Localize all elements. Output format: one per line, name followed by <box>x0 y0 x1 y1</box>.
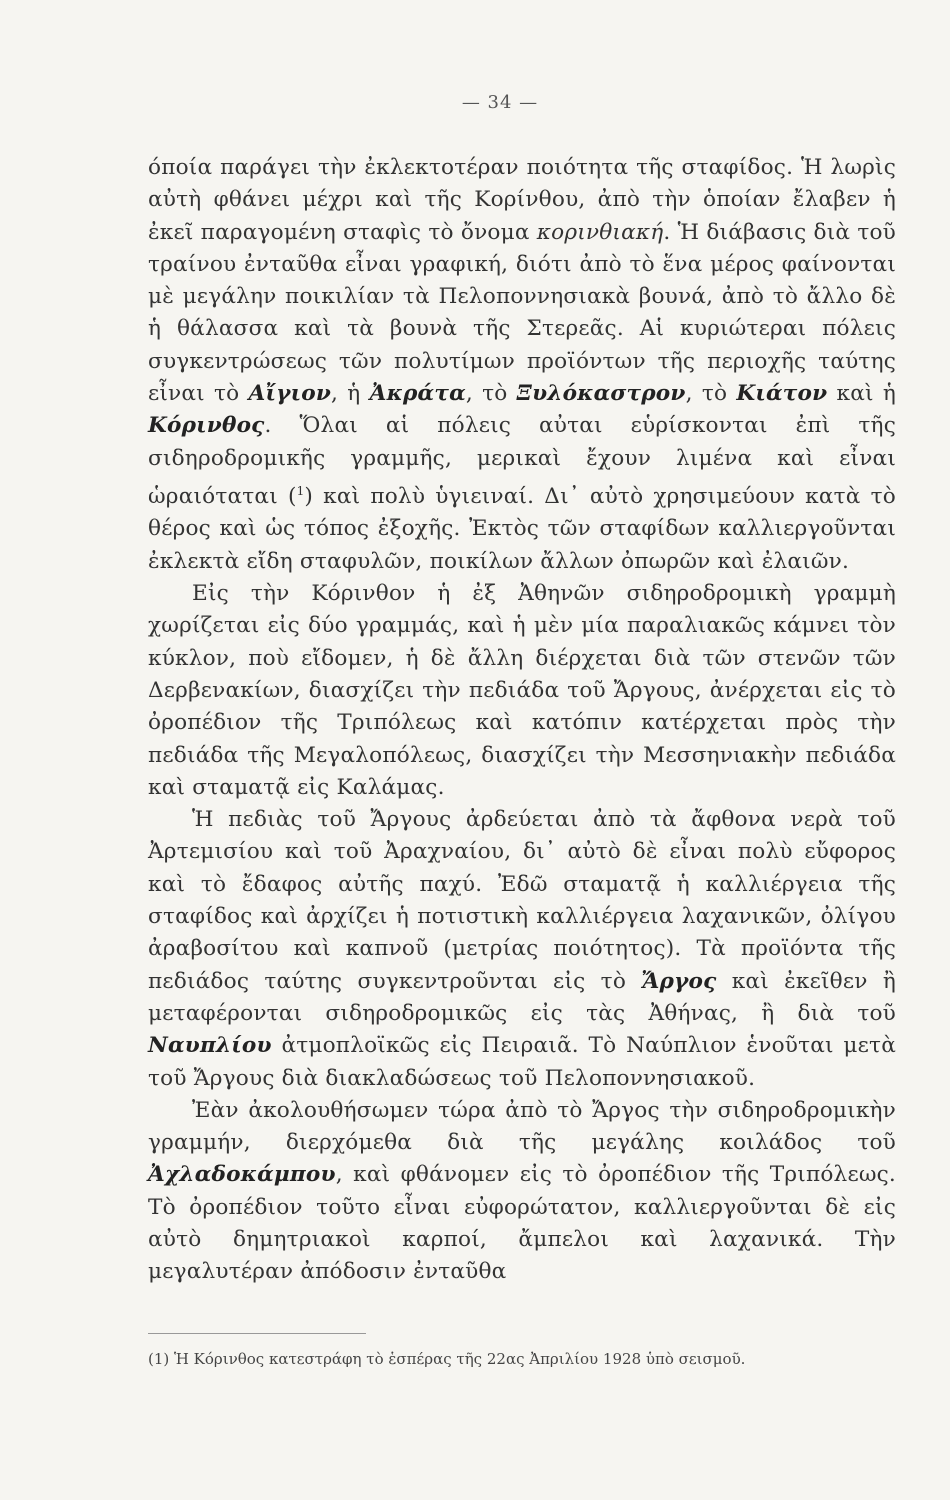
italic-term: κορινθιακή <box>536 219 664 245</box>
place-name: Ναυπλίου <box>148 1033 272 1059</box>
paragraph-1 <box>148 152 896 578</box>
paragraph-4 <box>148 1095 896 1289</box>
text-run: , καὶ φθάνομεν εἰς τὸ ὀροπέδιον τῆς Τριπόλεως. Τὸ ὀροπέδιον τοῦτο εἶναι εὐφορώτατον, καλλιεργοῦνται δὲ εἰς αὐτὸ δημητριακοὶ καρποί, ἄμπελοι καὶ λαχανικά. Τὴν μεγαλυτέραν ἀπόδοσιν ἐνταῦθα <box>148 1162 896 1285</box>
place-name: Ἀχλαδοκάμπου <box>148 1162 336 1188</box>
paragraph-2: Εἰς τὴν Κόρινθον ἡ ἐξ Ἀθηνῶν σιδηροδρομικὴ γραμμὴ χωρίζεται εἰς δύο γραμμάς, καὶ ἡ μὲν μία παραλιακῶς κάμνει τὸν κύκλον, ποὺ εἴδομεν, ἡ δὲ ἄλλη διέρχεται διὰ τῶν στενῶν τῶν Δερβενακίων, διασχίζει τὴν πεδιάδα τοῦ Ἄργους, ἀνέρχεται εἰς τὸ ὀροπέδιον τῆς Τριπόλεως καὶ κατόπιν κατέρχεται πρὸς τὴν πεδιάδα τῆς Μεγαλοπόλεως, διασχίζει τὴν Μεσσηνιακὴν πεδιάδα καὶ σταματᾷ εἰς Καλάμας. <box>148 581 896 800</box>
text-run: καὶ ἡ <box>827 381 896 407</box>
text-run: , τὸ <box>685 381 737 407</box>
place-name: Αἴγιον <box>248 381 332 407</box>
place-name: Κιάτον <box>736 381 828 407</box>
body-text <box>148 152 896 1289</box>
paragraph-3 <box>148 804 896 1095</box>
place-name: Ἄργος <box>641 968 717 994</box>
text-run: . Ἡ διάβασις διὰ τοῦ τραίνου ἐνταῦθα εἶναι γραφική, διότι ἀπὸ τὸ ἕνα μέρος φαίνονται μὲ μεγάλην ποικιλίαν τὰ Πελοποννησιακὰ βουνά, ἀπὸ τὸ ἄλλο δὲ ἡ θάλασσα καὶ τὰ βουνὰ τῆς Στερεᾶς. Αἱ κυριώτεραι πόλεις συγκεντρώσεως τῶν πολυτίμων προϊόντων τῆς περιοχῆς ταύτης εἶναι τὸ <box>148 219 896 407</box>
text-run: Ἐὰν ἀκολουθήσωμεν τώρα ἀπὸ τὸ Ἄργος τὴν σιδηροδρομικὴν γραμμήν, διερχόμεθα διὰ τῆς μεγάλης κοιλάδος τοῦ <box>148 1097 896 1156</box>
place-name: Ξυλόκαστρον <box>516 381 686 407</box>
text-run: , ἡ <box>331 381 370 407</box>
text-run: όποία παράγει τὴν ἐκλεκτοτέραν ποιότητα τῆς σταφίδος. Ἡ λωρὶς αὐτὴ φθάνει μέχρι καὶ τῆς Κορίνθου, ἀπὸ τὴν ὁποίαν ἔλαβεν ἡ ἐκεῖ παραγομένη σταφὶς τὸ ὄνομα <box>148 155 896 245</box>
place-name: Κόρινθος <box>148 413 265 439</box>
page-number: — 34 — <box>461 92 539 113</box>
text-run: Ἡ πεδιὰς τοῦ Ἄργους ἀρδεύεται ἀπὸ τὰ ἄφθονα νερὰ τοῦ Ἀρτεμισίου καὶ τοῦ Ἀραχναίου, δι᾿ αὐτὸ δὲ εἶναι πολὺ εὔφορος καὶ τὸ ἔδαφος αὐτῆς παχύ. Ἐδῶ σταματᾷ ἡ καλλιέργεια τῆς σταφίδος καὶ ἀρχίζει ἡ ποτιστικὴ καλλιέργεια λαχανικῶν, ὀλίγου ἀραβοσίτου καὶ καπνοῦ (μετρίας ποιότητος). Τὰ προϊόντα τῆς πεδιάδος ταύτης συγκεντροῦνται εἰς τὸ <box>148 807 896 994</box>
text-run: , τὸ <box>465 381 517 407</box>
text-run: καὶ ἐκεῖθεν ἢ μεταφέρονται σιδηροδρομικῶς εἰς τὰς Ἀθήνας, ἢ διὰ τοῦ <box>148 968 896 1026</box>
text-run: ) καὶ πολὺ ὑγιειναί. Δι᾿ αὐτὸ χρησιμεύουν κατὰ τὸ θέρος καὶ ὡς τόπος ἐξοχῆς. Ἐκτὸς τῶν σταφίδων καλλιεργοῦνται ἐκλεκτὰ εἴδη σταφυλῶν, ποικίλων ἄλλων ὀπωρῶν καὶ ἐλαιῶν. <box>148 484 896 574</box>
place-name: Ἀκράτα <box>369 381 466 407</box>
footnote-divider <box>148 1333 366 1334</box>
footnote-ref: 1 <box>296 483 305 498</box>
text-run: . Ὅλαι αἱ πόλεις αὐται εὑρίσκονται ἐπὶ τῆς σιδηροδρομικῆς γραμμῆς, μερικαὶ ἔχουν λιμένα καὶ εἶναι ὡραιόταται ( <box>148 413 896 510</box>
text-run: ἀτμοπλοϊκῶς εἰς Πειραιᾶ. Τὸ Ναύπλιον ἑνοῦται μετὰ τοῦ Ἄργους διὰ διακλαδώσεως τοῦ Πελοποννησιακοῦ. <box>148 1033 896 1091</box>
footnote: (1) Ἡ Κόρινθος κατεστράφη τὸ ἑσπέρας τῆς 22ας Ἀπριλίου 1928 ὑπὸ σεισμοῦ. <box>148 1350 746 1368</box>
